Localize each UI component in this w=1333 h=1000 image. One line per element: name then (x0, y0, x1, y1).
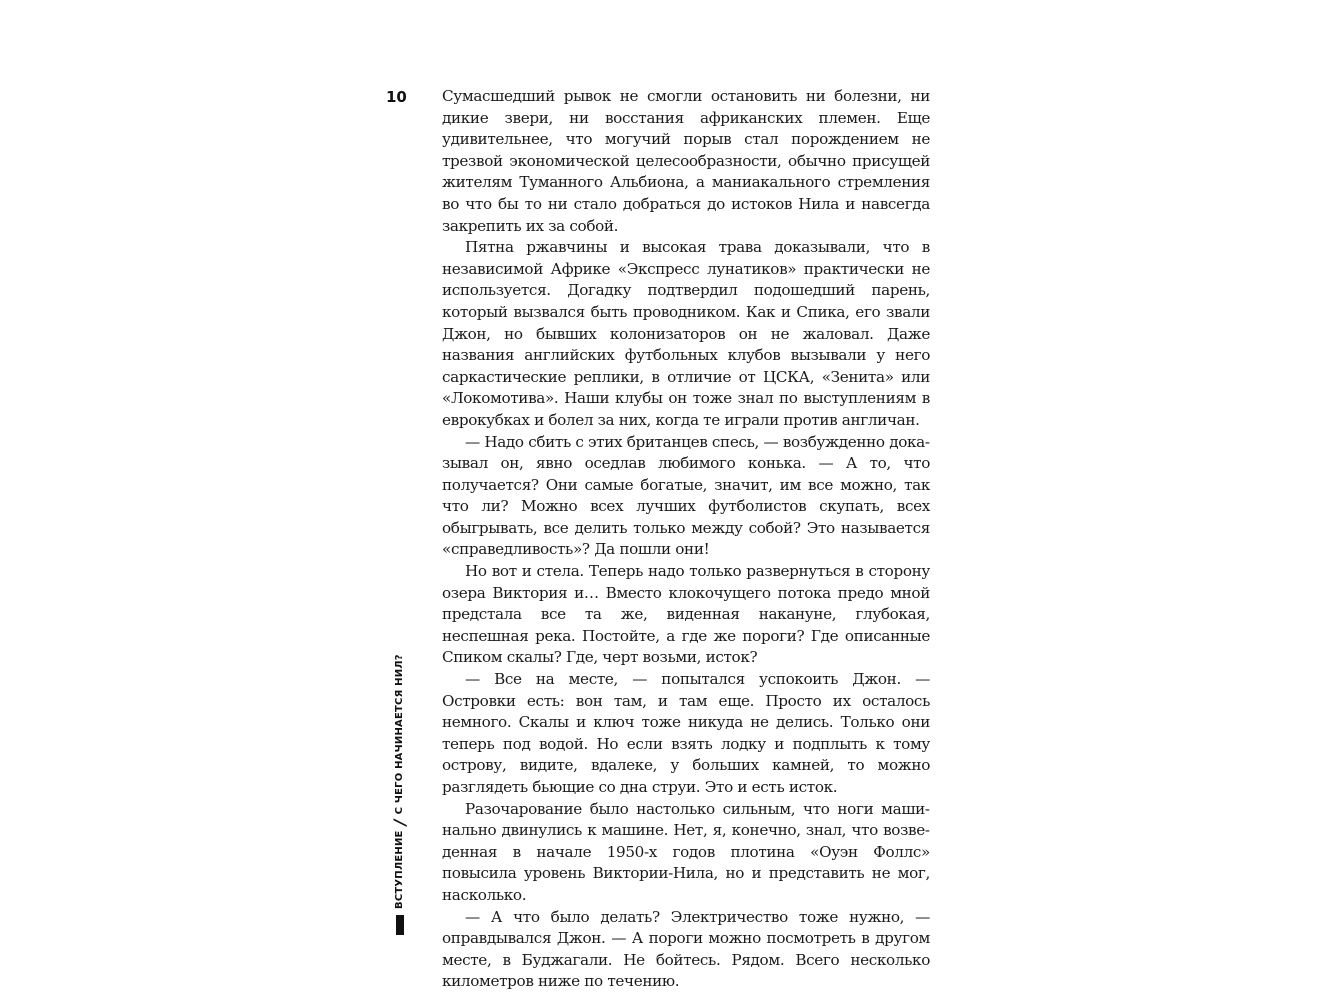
paragraph: Пятна ржавчины и высокая трава доказывали, что в независимой Африке «Экспресс лунатиков» практически не используется. Догадку подтвердил подошедший парень, который вызвался быть проводником. Как и Спика, его звали Джон, но бывших колонизаторов он не жаловал. Даже названия английских футбольных клубов вызывали у него саркастические реплики, в отличие от ЦСКА, «Зенита» или «Локомотива». Наши клубы он тоже знал по выступлениям в еврокубках и болел за них, когда те играли против англичан. (442, 238, 930, 429)
paragraph: — А что было делать? Электричество тоже нужно, — оправдывался Джон. — А пороги можно посмотреть в другом месте, в Буджагали. Не бойтесь. Рядом. Всего несколько километров ниже по течению. (442, 907, 930, 991)
paragraph: Разочарование было настолько сильным, что ноги машинально двинулись к машине. Нет, я, конечно, знал, что возведенная в начале 1950-х годов плотина «Оуэн Фоллс» повысила уровень Виктории-Нила, но и представить не мог, насколько. (442, 799, 930, 904)
paragraph: Сумасшедший рывок не смогли остановить ни болезни, ни дикие звери, ни восстания африканских племен. Еще удивительнее, что могучий порыв стал порождением не трезвой экономической целесообразности, обычно присущей жителям Туманного Альбиона, а маниакального стремления во что бы то ни стало добраться до истоков Нила и навсегда закрепить их за собой. (442, 87, 930, 235)
running-head-marker-bar (396, 915, 404, 935)
running-head (390, 654, 409, 935)
running-head-separator: / (390, 819, 409, 826)
paragraph: — Надо сбить с этих британцев спесь, — возбужденно доказывал он, явно оседлав любимого конька. — А то, что получается? Они самые богатые, значит, им все можно, так что ли? Можно всех лучших футболистов скупать, всех обыгрывать, все делить только между собой? Это называется «справедливость»? Да пошли они! (442, 432, 930, 559)
running-head-chapter: С ЧЕГО НАЧИНАЕТСЯ НИЛ? (394, 654, 405, 815)
body-text (442, 86, 930, 993)
page-number: 10 (386, 88, 407, 106)
paragraph: Но вот и стела. Теперь надо только развернуться в сторону озера Виктория и… Вместо клокочущего потока предо мной предстала все та же, виденная накануне, глубокая, неспешная река. Постойте, а где же пороги? Где описанные Спиком скалы? Где, черт возьми, исток? (442, 562, 930, 667)
paragraph: — Все на месте, — попытался успокоить Джон. — Островки есть: вон там, и там еще. Просто их осталось немного. Скалы и ключ тоже никуда не делись. Только они теперь под водой. Но если взять лодку и подплыть к тому острову, видите, вдалеке, у больших камней, то можно разглядеть бьющие со дна струи. Это и есть исток. (442, 670, 930, 796)
running-head-section: ВСТУПЛЕНИЕ (394, 830, 405, 909)
